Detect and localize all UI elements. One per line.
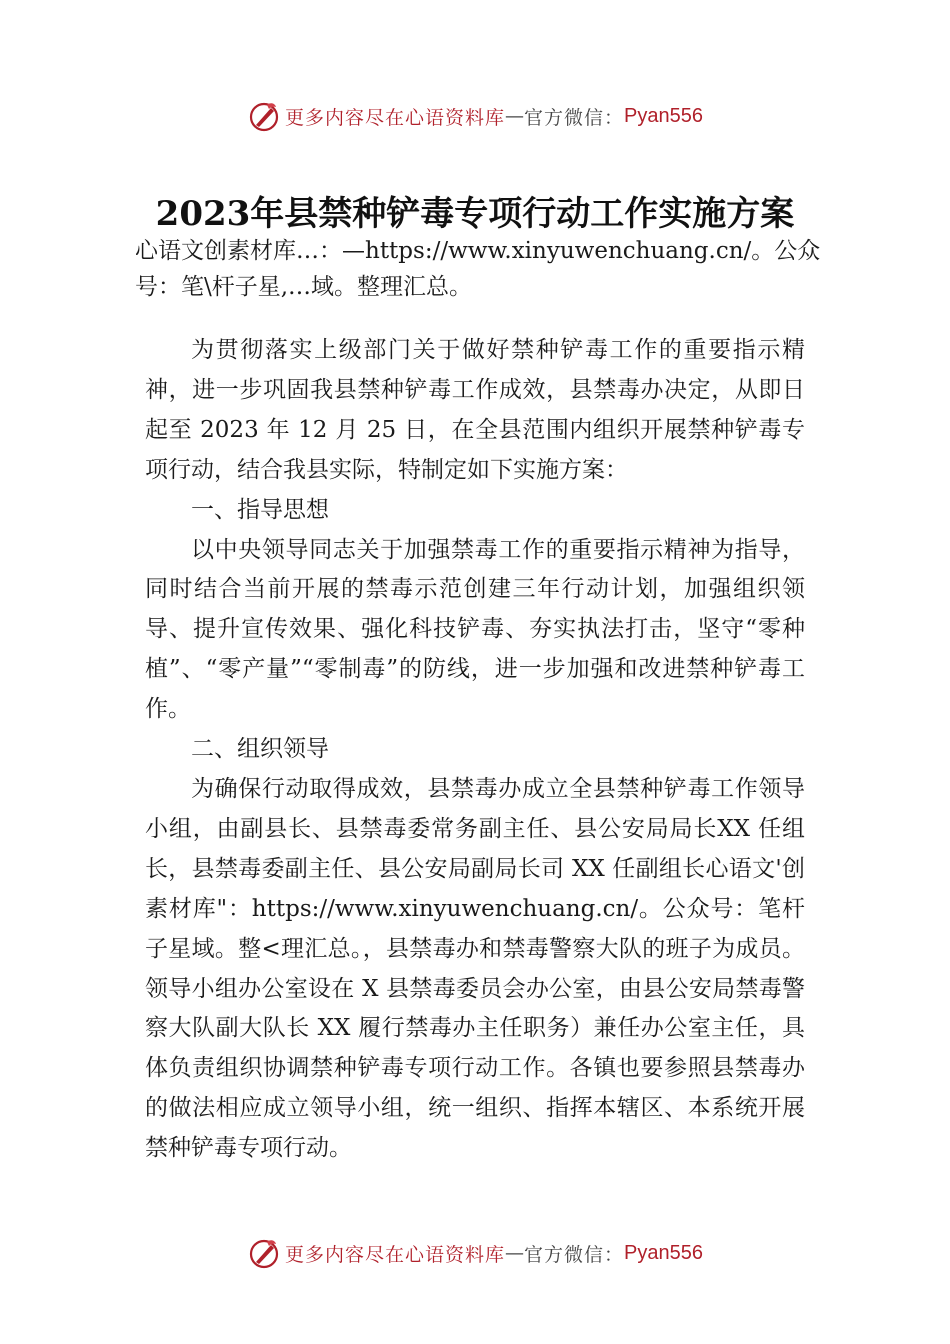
banner-title: 更多内容尽在心语资料库 [285, 106, 506, 129]
paragraph-guiding-ideology: 以中央领导同志关于加强禁毒工作的重要指示精神为指导，同时结合当前开展的禁毒示范创建三年行动计划，加强组织领导、提升宣传效果、强化科技铲毒、夯实执法打击，坚守“零种植”、“零产量”“零制毒”的防线，进一步加强和改进禁种铲毒工作。 [145, 536, 805, 723]
pen-flame-logo-icon [247, 99, 281, 133]
section-heading-guiding-ideology: 一、指导思想 [191, 496, 329, 523]
banner-separator: — [505, 105, 525, 127]
banner-separator: — [505, 1242, 525, 1264]
document-body [145, 331, 805, 1169]
banner-title: 更多内容尽在心语资料库 [285, 1243, 506, 1266]
header-banner [0, 96, 950, 136]
banner-wechat-label: 官方微信： [524, 106, 625, 129]
section-heading-organization: 二、组织领导 [191, 736, 329, 763]
paragraph-intro: 为贯彻落实上级部门关于做好禁种铲毒工作的重要指示精神，进一步巩固我县禁种铲毒工作成效，县禁毒办决定，从即日起至 2023 年 12 月 25 日，在全县范围内组织开展禁种铲毒专项行动，结合我县实际，特制定如下实施方案： [145, 337, 805, 483]
source-note: 心语文创素材库…：—https://www.xinyuwenchuang.cn/。公众号：笔\杆子星,…域。整理汇总。 [135, 238, 821, 300]
banner-wechat-id: Pyan556 [624, 104, 703, 127]
paragraph-organization: 为确保行动取得成效，县禁毒办成立全县禁种铲毒工作领导小组，由副县长、县禁毒委常务副主任、县公安局局长XX 任组长，县禁毒委副主任、县公安局副局长司 XX 任副组长心语文'创素材库"：https://www.xinyuwenchuang.cn/。公众号：笔杆子星域。整<理汇总。，县禁毒办和禁毒警察大队的班子为成员。领导小组办公室设在 X 县禁毒委员会办公室，由县公安局禁毒警察大队副大队长 XX 履行禁毒办主任职务）兼任办公室主任，具体负责组织协调禁种铲毒专项行动工作。各镇也要参照县禁毒办的做法相应成立领导小组，统一组织、指挥本辖区、本系统开展禁种铲毒专项行动。 [145, 775, 805, 1162]
banner-wechat-id: Pyan556 [624, 1241, 703, 1264]
banner-wechat-label: 官方微信： [524, 1243, 625, 1266]
footer-banner [0, 1233, 950, 1273]
pen-flame-logo-icon [247, 1236, 281, 1270]
document-title: 2023年县禁种铲毒专项行动工作实施方案 [155, 194, 795, 234]
